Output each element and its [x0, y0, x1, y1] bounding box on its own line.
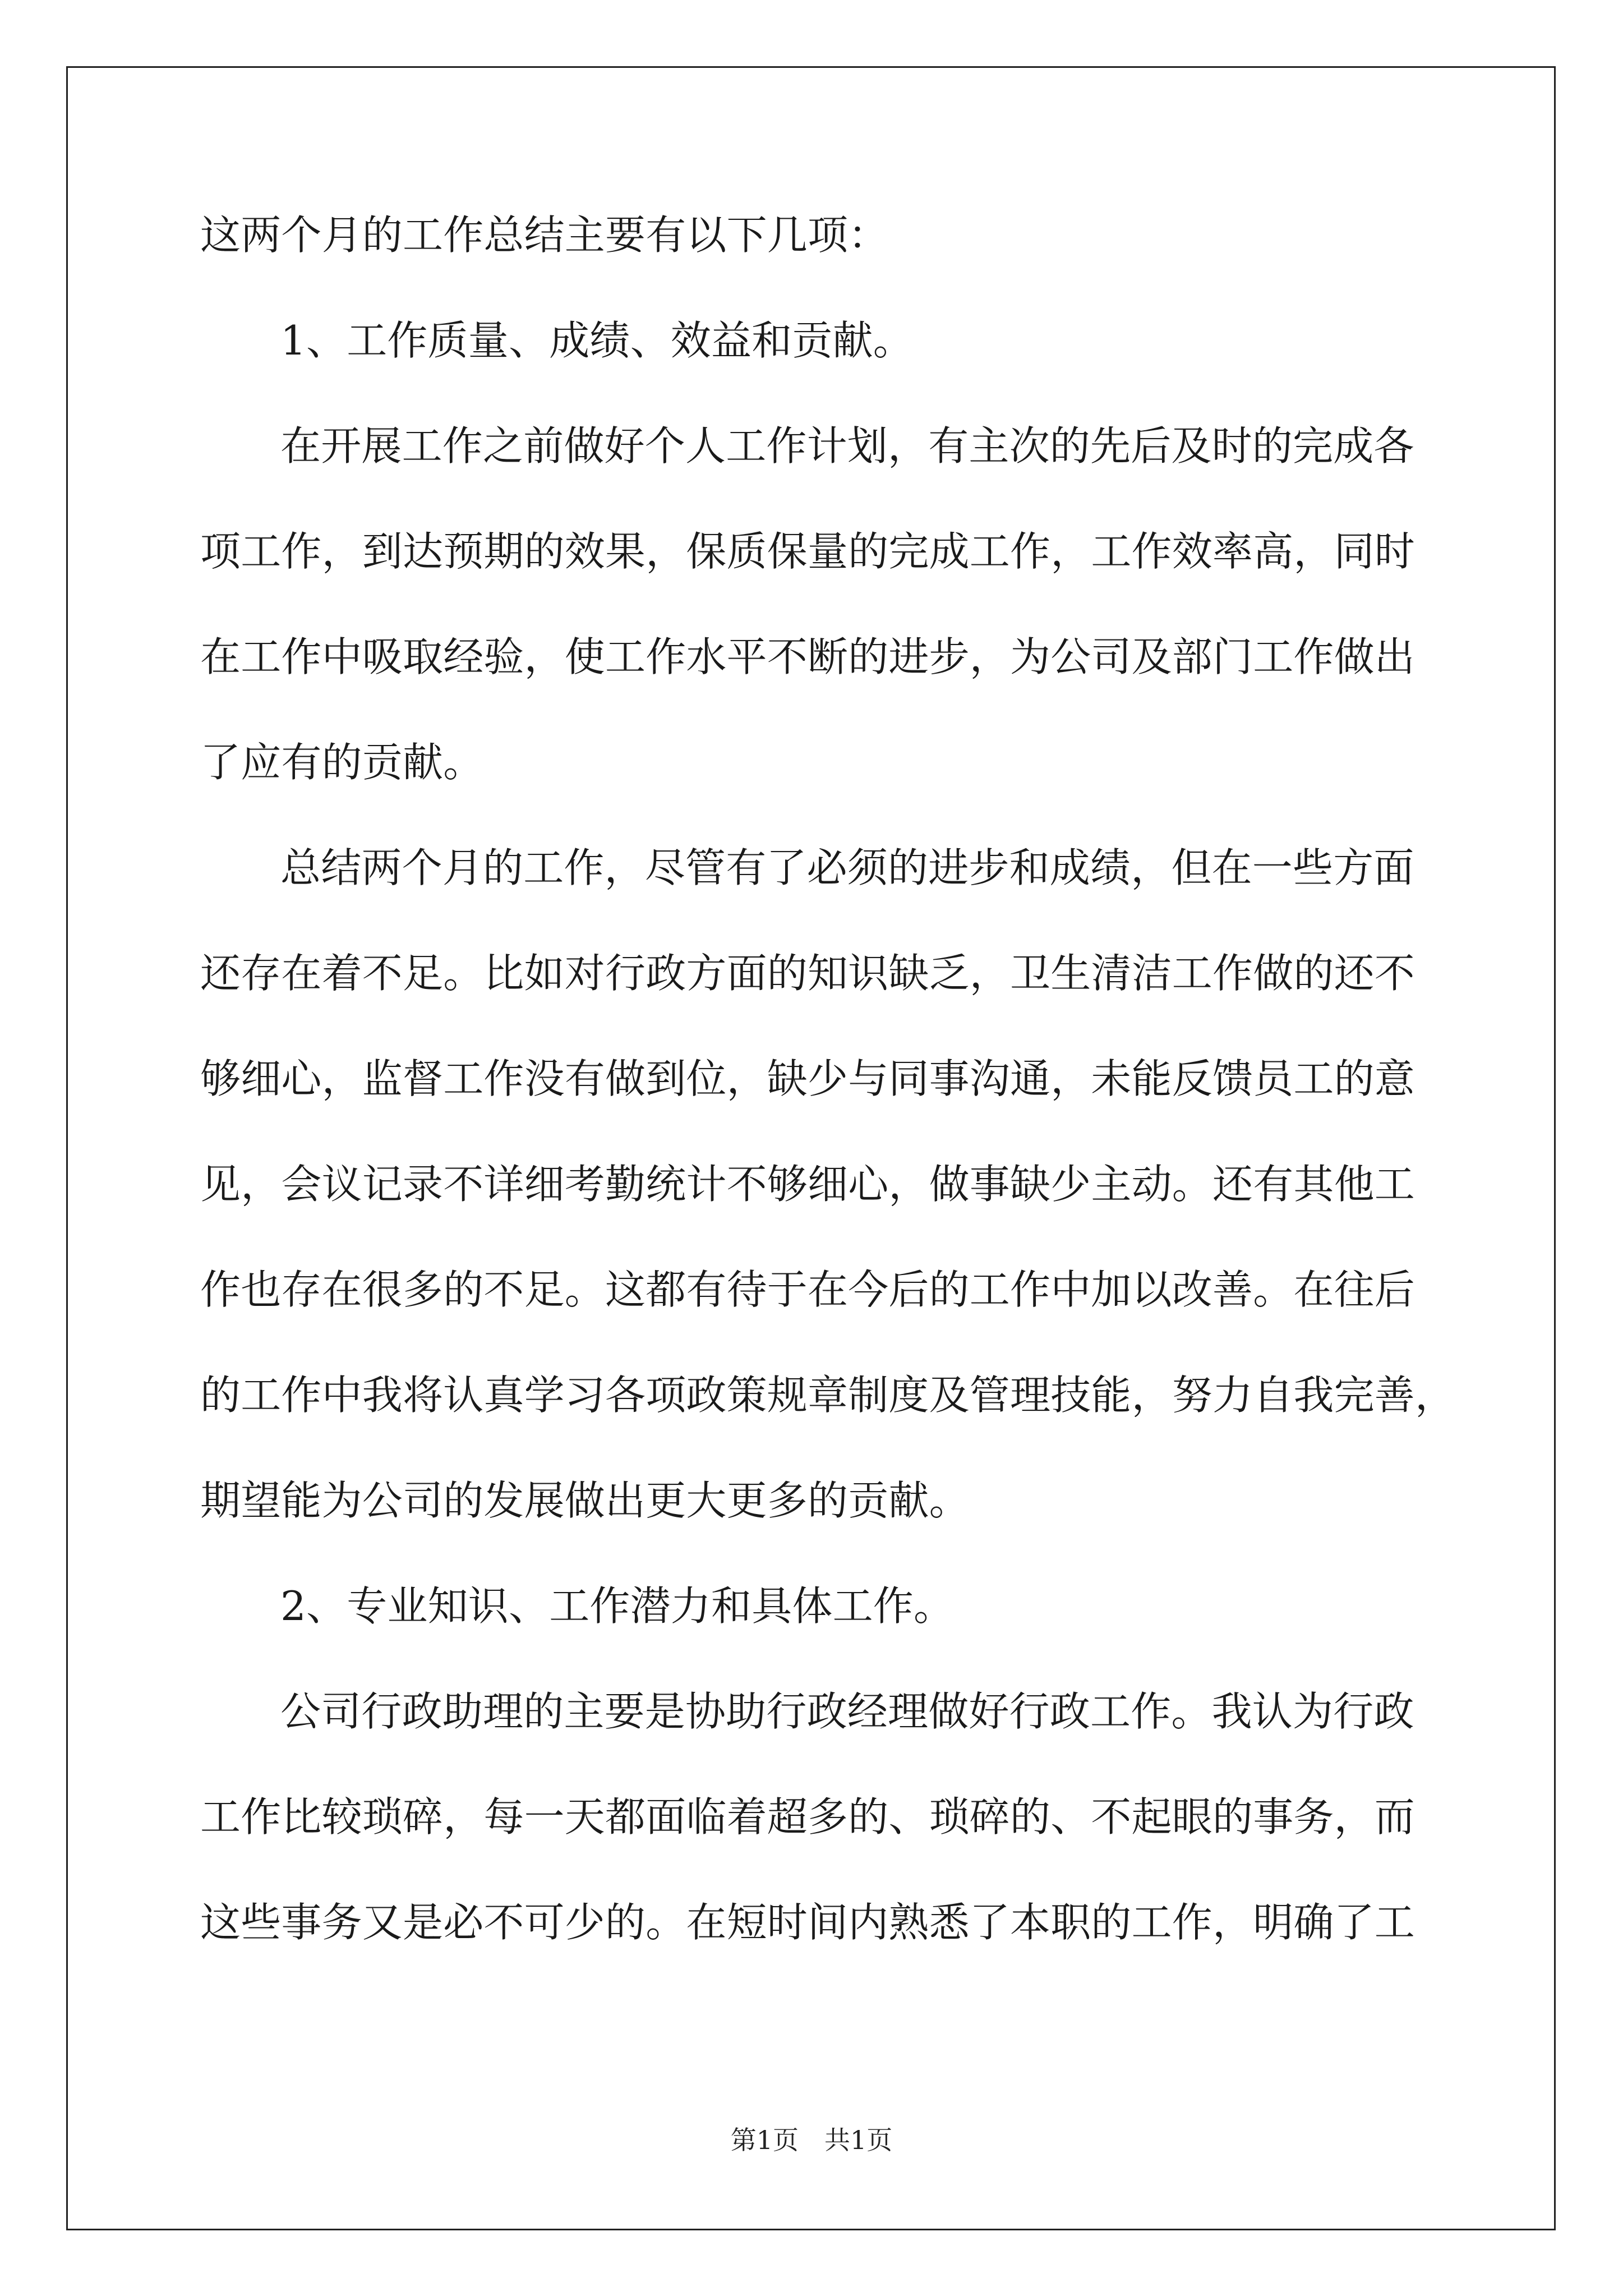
paragraph-line: 见，会议记录不详细考勤统计不够细心，做事缺少主动。还有其他工: [200, 1161, 1415, 1208]
intro-line: 这两个月的工作总结主要有以下几项：: [200, 211, 889, 259]
paragraph-line: 工作比较琐碎，每一天都面临着超多的、琐碎的、不起眼的事务，而: [200, 1793, 1415, 1841]
paragraph-line: 在开展工作之前做好个人工作计划，有主次的先后及时的完成各: [280, 422, 1414, 470]
page-number-footer: 第1页 共1页: [730, 2125, 893, 2155]
section-heading-2: 2、专业知识、工作潜力和具体工作。: [280, 1582, 955, 1630]
paragraph-line: 的工作中我将认真学习各项政策规章制度及管理技能，努力自我完善，: [200, 1372, 1456, 1419]
paragraph-line: 项工作，到达预期的效果，保质保量的完成工作，工作效率高，同时: [200, 528, 1415, 575]
section-heading-1: 1、工作质量、成绩、效益和贡献。: [280, 317, 914, 364]
paragraph-line: 还存在着不足。比如对行政方面的知识缺乏，卫生清洁工作做的还不: [200, 950, 1415, 997]
paragraph-line: 够细心，监督工作没有做到位，缺少与同事沟通，未能反馈员工的意: [200, 1055, 1415, 1102]
paragraph-line: 这些事务又是必不可少的。在短时间内熟悉了本职的工作，明确了工: [200, 1899, 1415, 1946]
paragraph-line: 在工作中吸取经验，使工作水平不断的进步，为公司及部门工作做出: [200, 633, 1415, 680]
paragraph-line: 期望能为公司的发展做出更大更多的贡献。: [200, 1477, 970, 1524]
paragraph-line: 公司行政助理的主要是协助行政经理做好行政工作。我认为行政: [280, 1688, 1414, 1735]
paragraph-line: 总结两个月的工作，尽管有了必须的进步和成绩，但在一些方面: [280, 844, 1414, 891]
paragraph-line: 了应有的贡献。: [200, 739, 484, 786]
paragraph-line: 作也存在很多的不足。这都有待于在今后的工作中加以改善。在往后: [200, 1266, 1415, 1313]
